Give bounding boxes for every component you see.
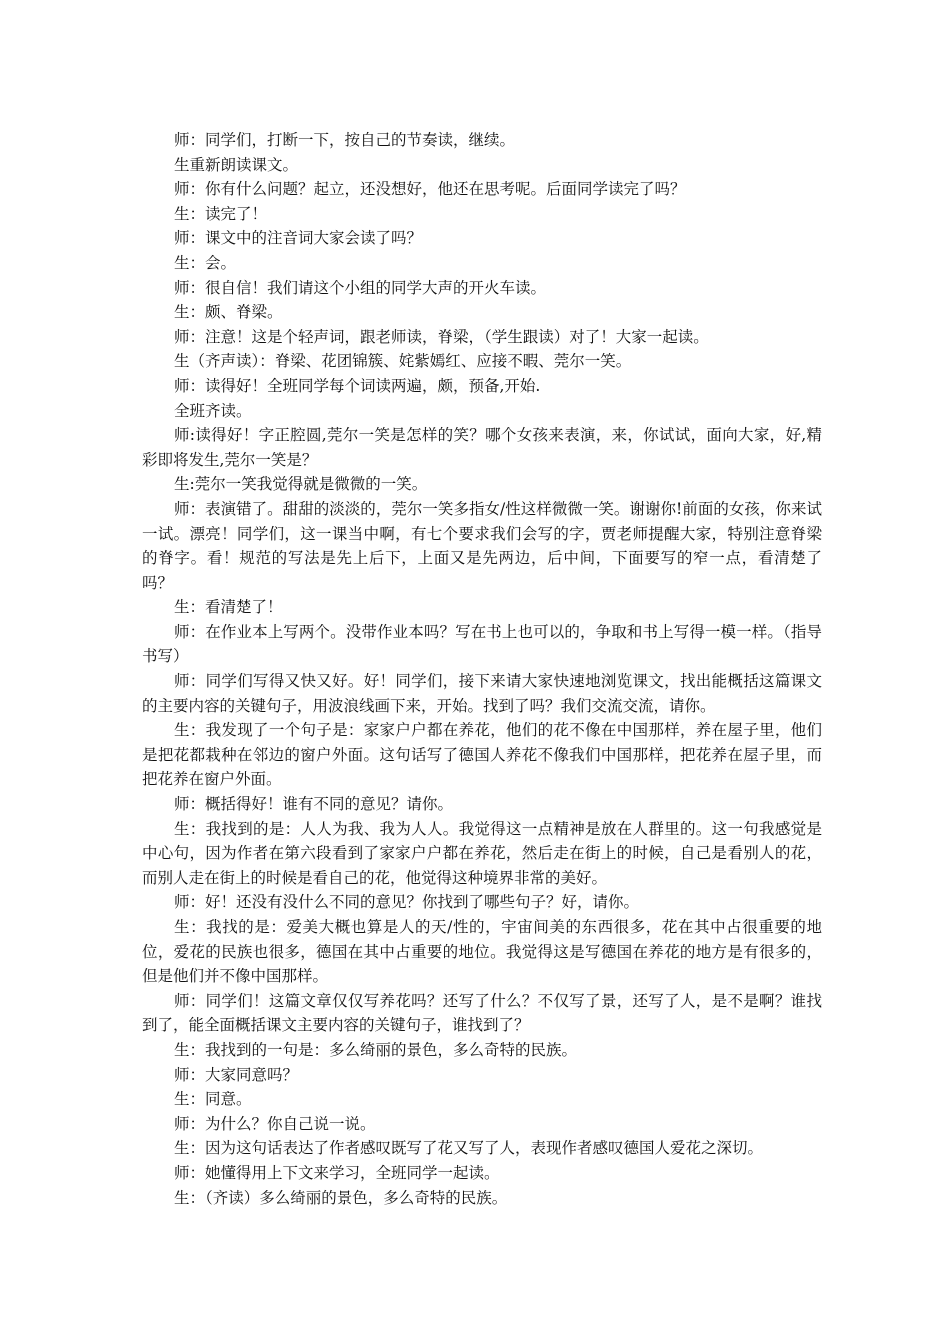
paragraph: 师：同学们写得又快又好。好！同学们，接下来请大家快速地浏览课文，找出能概括这篇课文的主要内容的关键句子，用波浪线画下来，开始。找到了吗？我们交流交流，请你。 — [142, 672, 822, 715]
paragraph: 师：同学们！这篇文章仅仅写养花吗？还写了什么？不仅写了景，还写了人，是不是啊？谁找到了，能全面概括课文主要内容的关键句子，谁找到了？ — [142, 991, 822, 1035]
paragraph: 师：好！还没有没什么不同的意见？你找到了哪些句子？好，请你。 — [174, 893, 640, 912]
paragraph: 生：我找到的是：人人为我、我为人人。我觉得这一点精神是放在人群里的。这一句我感觉是中心句，因为作者在第六段看到了家家户户都在养花，然后走在街上的时候，自己是看别人的花，而别人走在街上的时候是看自己的花，他觉得这种境界非常的美好。 — [142, 819, 822, 887]
paragraph: 师：她懂得用上下文来学习，全班同学一起读。 — [174, 1163, 500, 1182]
paragraph: 生：颇、脊梁。 — [174, 303, 283, 322]
paragraph: 生（齐声读）：脊梁、花团锦簇、姹紫嫣红、应接不暇、莞尔一笑。 — [174, 352, 632, 371]
paragraph: 师：在作业本上写两个。没带作业本吗？写在书上也可以的，争取和书上写得一模一样。（指导书写） — [142, 622, 822, 666]
paragraph: 生：（齐读）多么绮丽的景色，多么奇特的民族。 — [174, 1188, 508, 1207]
paragraph: 全班齐读。 — [174, 401, 252, 420]
paragraph: 生：读完了！ — [174, 204, 268, 223]
paragraph: 师：很自信！我们请这个小组的同学大声的开火车读。 — [174, 278, 547, 297]
paragraph: 师:读得好！字正腔圆,莞尔一笑是怎样的笑？哪个女孩来表演，来，你试试，面向大家，好,精彩即将发生,莞尔一笑是？ — [142, 426, 822, 469]
paragraph: 生：会。 — [174, 253, 237, 272]
paragraph: 师：同学们，打断一下，按自己的节奏读，继续。 — [174, 131, 516, 149]
paragraph: 生：同意。 — [174, 1090, 252, 1109]
paragraph: 生重新朗读课文。 — [174, 155, 299, 174]
paragraph: 师：大家同意吗？ — [174, 1065, 299, 1084]
paragraph: 生：我找到的一句是：多么绮丽的景色，多么奇特的民族。 — [174, 1040, 578, 1059]
paragraph: 师：课文中的注音词大家会读了吗？ — [174, 229, 423, 248]
paragraph: 生：我发现了一个句子是：家家户户都在养花，他们的花不像在中国那样，养在屋子里，他们是把花都栽种在邻边的窗户外面。这句话写了德国人养花不像我们中国那样，把花养在屋子里，而把花养在窗户外面。 — [142, 721, 822, 789]
paragraph: 师：你有什么问题？起立，还没想好，他还在思考呢。后面同学读完了吗？ — [174, 180, 686, 199]
paragraph: 生：看清楚了！ — [174, 598, 283, 617]
paragraph: 师：为什么？你自己说一说。 — [174, 1114, 376, 1133]
paragraph: 生：因为这句话表达了作者感叹既写了花又写了人，表现作者感叹德国人爱花之深切。 — [174, 1139, 764, 1158]
paragraph: 师：概括得好！谁有不同的意见？请你。 — [174, 795, 454, 814]
paragraph: 生：我找的是：爱美大概也算是人的天/性的，宇宙间美的东西很多，花在其中占很重要的地位，爱花的民族也很多，德国在其中占重要的地位。我觉得这是写德国在养花的地方是有很多的，但是他们并不像中国那样。 — [142, 918, 822, 986]
paragraph: 生:莞尔一笑我觉得就是微微的一笑。 — [174, 475, 428, 494]
paragraph: 师：表演错了。甜甜的淡淡的，莞尔一笑多指女/性这样微微一笑。谢谢你!前面的女孩，你来试一试。漂亮！同学们，这一课当中啊，有七个要求我们会写的字，贾老师提醒大家，特别注意脊梁的脊字。看！规范的写法是先上后下，上面又是先两边，后中间，下面要写的窄一点，看清楚了吗？ — [142, 499, 822, 592]
document-body — [142, 128, 822, 1210]
paragraph: 师：读得好！全班同学每个词读两遍，颇，预备,开始. — [174, 376, 541, 395]
paragraph: 师：注意！这是个轻声词，跟老师读，脊梁，（学生跟读）对了！大家一起读。 — [174, 327, 709, 346]
